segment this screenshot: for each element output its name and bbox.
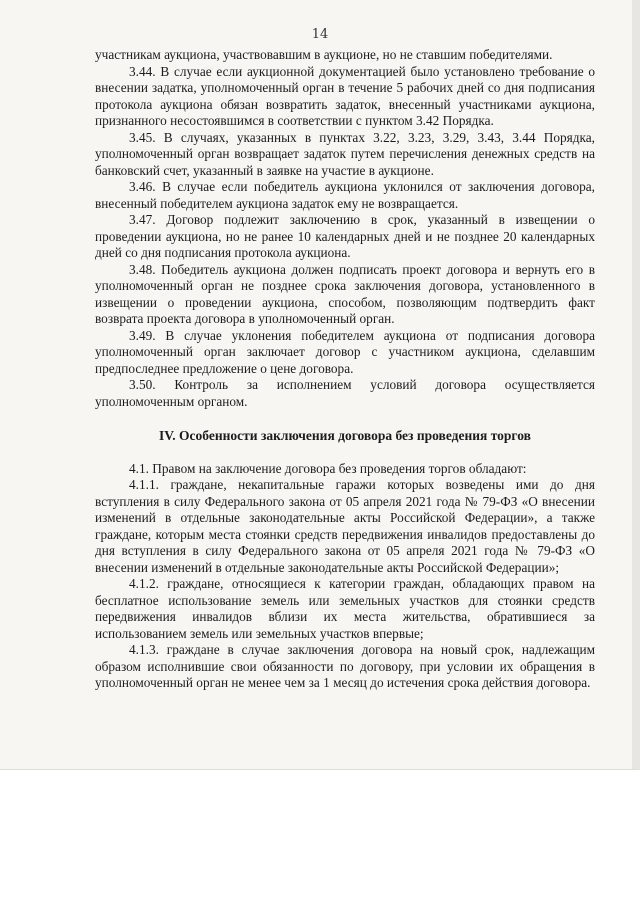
- paragraph-3-46: 3.46. В случае если победитель аукциона уклонился от заключения договора, внесенный победителем аукциона задаток ему не возвращается.: [95, 179, 595, 211]
- paragraph-3-44: 3.44. В случае если аукционной документацией было установлено требование о внесении задатка, уполномоченный орган в течение 5 рабочих дней со дня подписания протокола аукциона обязан возвратить задаток, внесенный участниками аукциона, признанного несостоявшимся в соответствии с пунктом 3.42 Порядка.: [95, 63, 595, 128]
- paragraph-continuation: участникам аукциона, участвовавшим в аукционе, но не ставшим победителями.: [95, 47, 553, 62]
- page-number: 14: [311, 27, 329, 42]
- paragraph-3-47: 3.47. Договор подлежит заключению в срок, указанный в извещении о проведении аукциона, но не ранее 10 календарных дней и не позднее 20 календарных дней со дня подписания протокола аукциона.: [95, 212, 595, 260]
- paragraph-3-50: 3.50. Контроль за исполнением условий договора осуществляется уполномоченным органом.: [95, 377, 595, 409]
- paragraph-4-1-2: 4.1.2. граждане, относящиеся к категории граждан, обладающих правом на бесплатное использование земель или земельных участков для стоянки средств передвижения инвалидов вблизи их места жительства, обратившиеся за использованием земель или земельных участков впервые;: [95, 576, 595, 641]
- paragraph-3-49: 3.49. В случае уклонения победителем аукциона от подписания договора уполномоченный орган заключает договор с участником аукциона, сделавшим предпоследнее предложение о цене договора.: [95, 327, 595, 376]
- section-heading: IV. Особенности заключения договора без проведения торгов: [159, 428, 531, 443]
- paragraph-4-1-1: 4.1.1. граждане, некапитальные гаражи которых возведены ими до дня вступления в силу Федерального закона от 05 апреля 2021 года № 79-ФЗ «О внесении изменений в отдельные законодательные акты Российской Федерации», а также граждане, которым места стоянки средств передвижения инвалидов предоставлены до дня вступления в силу Федерального закона от 05 апреля 2021 года № 79-ФЗ «О внесении изменений в отдельные законодательные акты Российской Федерации»;: [95, 477, 595, 575]
- paragraph-4-1: 4.1. Правом на заключение договора без проведения торгов обладают:: [129, 460, 527, 476]
- paragraph-3-48: 3.48. Победитель аукциона должен подписать проект договора и вернуть его в уполномоченный орган не позднее срока заключения договора, установленного в извещении о проведении аукциона, способом, позволяющим подтвердить факт возврата проекта договора в уполномоченный орган.: [95, 261, 595, 326]
- paragraph-4-1-3: 4.1.3. граждане в случае заключения договора на новый срок, надлежащим образом исполнившие свои обязанности по договору, при условии их обращения в уполномоченный орган не менее чем за 1 месяц до истечения срока действия договора.: [95, 642, 595, 690]
- paragraph-3-45: 3.45. В случаях, указанных в пунктах 3.22, 3.23, 3.29, 3.43, 3.44 Порядка, уполномоченный орган возвращает задаток путем перечисления денежных средств на банковский счет, указанный в заявке на участие в аукционе.: [95, 129, 595, 178]
- document-body: [95, 47, 595, 692]
